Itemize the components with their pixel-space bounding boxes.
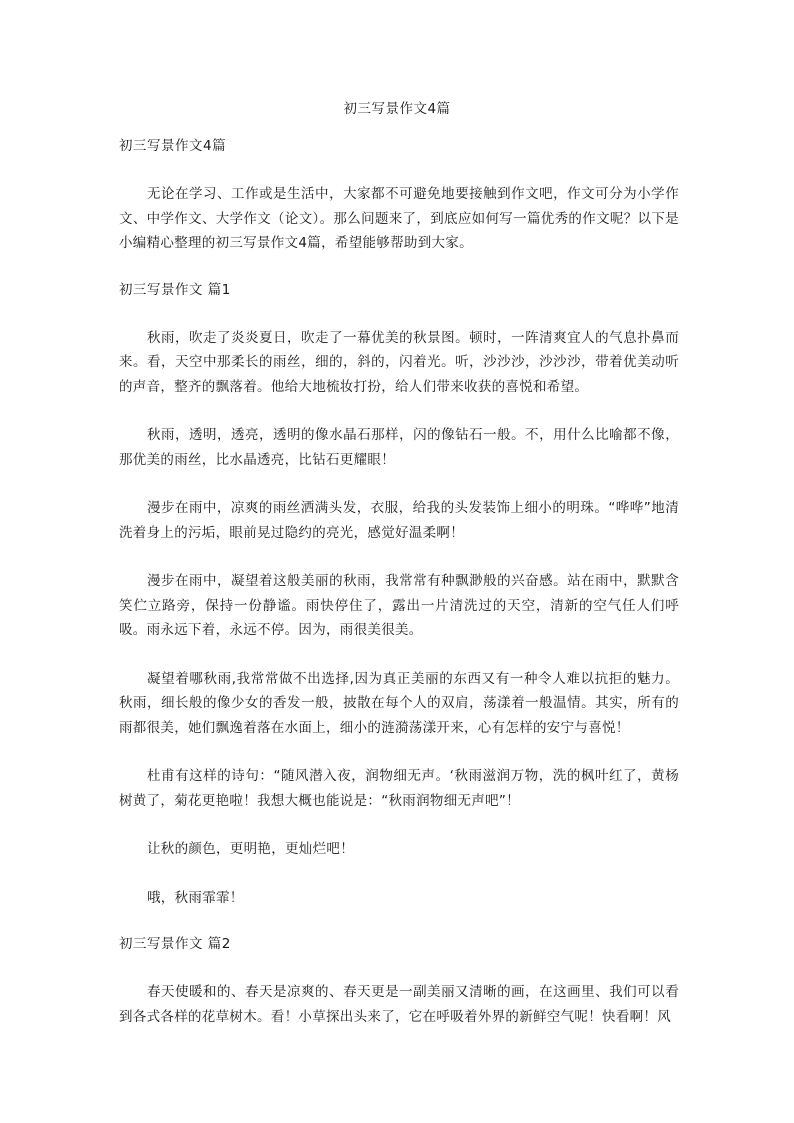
section-paragraph: 凝望着哪秋雨,我常常做不出选择,因为真正美丽的东西又有一种令人难以抗拒的魅力。秋雨，细长般的像少女的香发一般，披散在每个人的双肩，荡漾着一般温情。其实，所有的雨都很美，她们飘逸着落在水面上，细小的涟漪荡漾开来，心有怎样的安宁与喜悦！ [119, 670, 679, 736]
section-paragraph: 哦，秋雨霏霏！ [147, 889, 244, 906]
section-paragraph: 杜甫有这样的诗句：“随风潜入夜，润物细无声。‘秋雨滋润万物，洗的枫叶红了，黄杨树黄了，菊花更艳啦！我想大概也能说是：“秋雨润物细无声吧”！ [119, 768, 679, 809]
section-paragraph: 漫步在雨中，凉爽的雨丝洒满头发，衣服，给我的头发装饰上细小的明珠。“哗哗”地清洗着身上的污垢，眼前晃过隐约的亮光，感觉好温柔啊！ [119, 500, 679, 541]
section-paragraph: 春天使暖和的、春天是凉爽的、春天更是一副美丽又清晰的画，在这画里、我们可以看到各式各样的花草树木。看！小草探出头来了，它在呼吸着外界的新鲜空气呢！快看啊！风 [119, 984, 679, 1025]
section-1 [119, 280, 679, 911]
document-body [119, 136, 679, 1029]
document-subtitle: 初三写景作文4篇 [119, 138, 227, 154]
section-paragraph: 秋雨，透明，透亮，透明的像水晶石那样，闪的像钻石一般。不，用什么比喻都不像，那优美的雨丝，比水晶透亮，比钻石更耀眼！ [119, 427, 679, 468]
section-heading: 初三写景作文 篇1 [119, 281, 231, 298]
section-heading: 初三写景作文 篇2 [119, 936, 231, 952]
section-paragraph: 让秋的颜色，更明艳，更灿烂吧！ [147, 841, 354, 857]
section-paragraph: 秋雨，吹走了炎炎夏日，吹走了一幕优美的秋景图。顿时，一阵清爽宜人的气息扑鼻而来。看，天空中那柔长的雨丝，细的，斜的，闪着光。听，沙沙沙，沙沙沙，带着优美动听的声音，整齐的飘落着。他给大地梳妆打扮，给人们带来收获的喜悦和希望。 [119, 329, 679, 395]
document-title: 初三写景作文4篇 [343, 101, 451, 117]
section-paragraph: 漫步在雨中，凝望着这般美丽的秋雨，我常常有种飘渺般的兴奋感。站在雨中，默默含笑伫立路旁，保持一份静谧。雨快停住了，露出一片清洗过的天空，清新的空气任人们呼吸。雨永远下着，永远不停。因为，雨很美很美。 [119, 573, 679, 638]
section-2 [119, 934, 679, 1029]
intro-paragraph: 无论在学习、工作或是生活中，大家都不可避免地要接触到作文吧，作文可分为小学作文、中学作文、大学作文（论文）。那么问题来了，到底应如何写一篇优秀的作文呢？以下是小编精心整理的初三写景作文4篇，希望能够帮助到大家。 [119, 186, 679, 251]
